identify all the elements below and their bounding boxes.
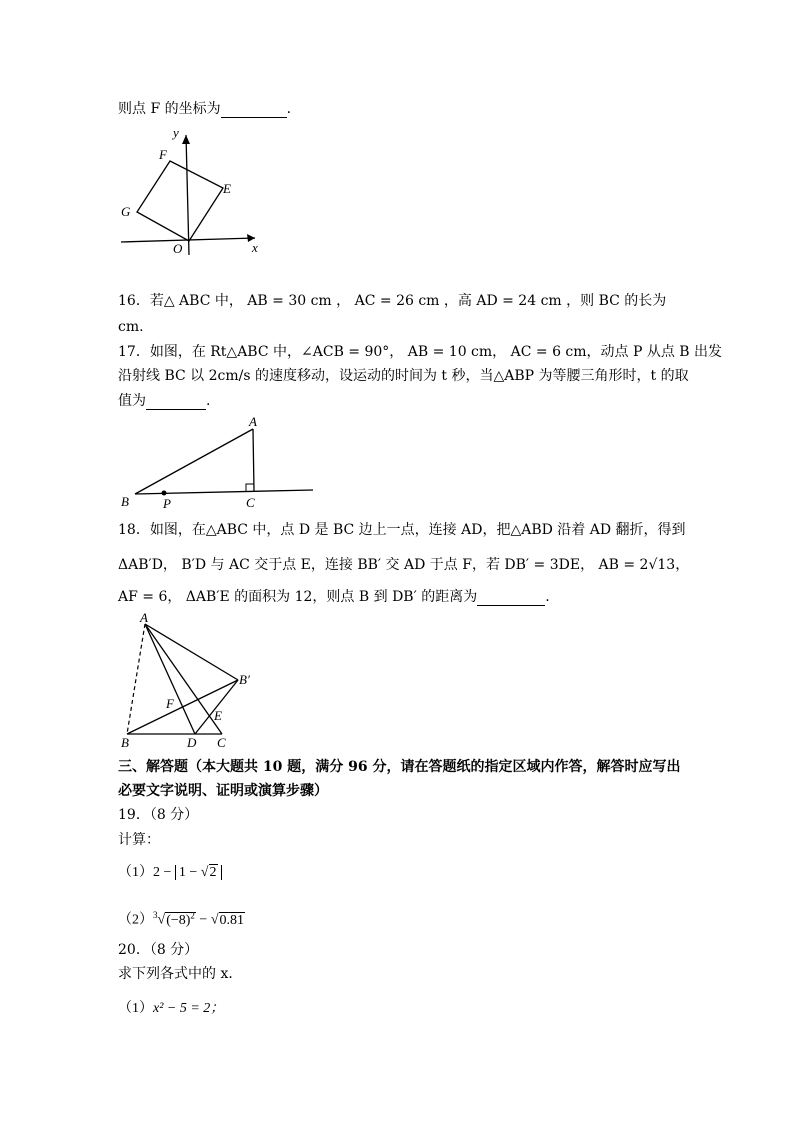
label-B: B	[121, 494, 129, 509]
q15-figure	[115, 125, 275, 255]
q16-line2: cm.	[118, 319, 144, 335]
q19-header: 19．（8 分）	[118, 807, 199, 823]
q17-line2: 沿射线 BC 以 2cm/s 的速度移动，设运动的时间为 t 秒，当△ABP 为等腰三角形时，t 的取	[118, 368, 689, 384]
square-OEFG	[137, 161, 223, 241]
segment-AC	[253, 429, 254, 491]
label-C: C	[246, 495, 255, 510]
q15-text: 则点 F 的坐标为	[118, 101, 221, 117]
label-E: E	[214, 708, 222, 723]
segment-AB-dashed	[127, 624, 145, 734]
q19-instruction: 计算：	[118, 832, 160, 848]
q17-line3: 值为 .	[118, 393, 211, 409]
y-axis-arrow	[182, 135, 190, 144]
q18-line1: 18．如图，在△ABC 中，点 D 是 BC 边上一点，连接 AD，把△ABD 沿着 AD 翻折，得到	[118, 522, 686, 538]
label-B: B	[121, 735, 129, 750]
label-y: y	[173, 125, 179, 140]
q17-figure	[115, 415, 320, 515]
label-G: G	[121, 204, 131, 219]
point-P	[162, 491, 167, 496]
q17-answer-blank[interactable]	[146, 395, 206, 410]
label-P: P	[163, 496, 171, 511]
label-C: C	[217, 735, 226, 750]
q18-answer-blank[interactable]	[477, 591, 545, 606]
label-E: E	[223, 181, 231, 196]
y-axis	[186, 135, 189, 255]
q20-item1: （1）x² − 5 = 2；	[118, 1001, 225, 1016]
q15-answer-line: 则点 F 的坐标为 .	[118, 101, 292, 117]
q15-answer-blank[interactable]	[221, 103, 287, 118]
section3-heading-line2: 必要文字说明、证明或演算步骤）	[118, 783, 328, 799]
segment-AC	[145, 624, 222, 734]
label-A: A	[140, 610, 148, 625]
label-x: x	[252, 240, 258, 255]
q20-instruction: 求下列各式中的 x．	[118, 966, 243, 982]
section3-heading-line1: 三、解答题（本大题共 10 题，满分 96 分，请在答题纸的指定区域内作答，解答时应写出	[118, 759, 681, 775]
segment-ABprime	[145, 624, 238, 680]
label-F: F	[159, 147, 167, 162]
label-F: F	[166, 696, 174, 711]
label-Bprime: B′	[239, 672, 250, 687]
q18-line2: ΔAB′D， B′D 与 AC 交于点 E，连接 BB′ 交 AD 于点 F，若 DB′ = 3DE， AB = 2√13，	[118, 557, 690, 573]
q18-figure	[115, 612, 265, 750]
q17-line1: 17．如图，在 Rt△ABC 中，∠ACB = 90°， AB = 10 cm， AC = 6 cm，动点 P 从点 B 出发	[118, 344, 723, 360]
segment-AD	[145, 624, 195, 734]
q19-item2: $(2)^3√(-8)^2 - √0.81$	[118, 910, 245, 928]
q19-item1: （1）2 − 1 − √2	[118, 864, 222, 882]
absolute-value: 1 − √2	[175, 865, 222, 880]
label-O: O	[173, 241, 183, 256]
q18-line3: AF = 6， ΔAB′E 的面积为 12，则点 B 到 DB′ 的距离为 .	[118, 589, 550, 605]
q16-line1: 16．若△ ABC 中， AB = 30 cm ， AC = 26 cm ，高 AD = 24 cm ，则 BC 的长为	[118, 293, 667, 309]
label-A: A	[249, 414, 257, 429]
label-D: D	[187, 735, 197, 750]
cube-root-sign: √	[157, 912, 166, 928]
segment-BBprime	[127, 680, 238, 734]
right-angle-mark	[246, 484, 254, 491]
segment-AB	[135, 429, 253, 494]
q20-header: 20．（8 分）	[118, 942, 199, 958]
